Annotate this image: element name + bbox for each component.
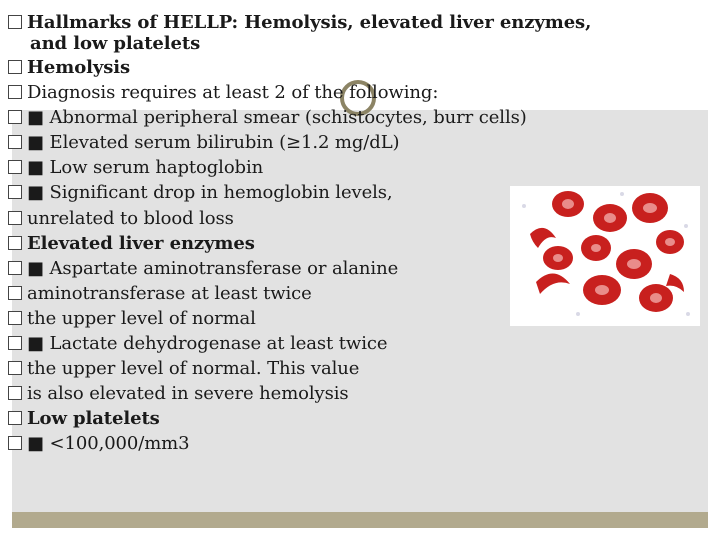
footer-bar xyxy=(12,512,708,528)
bullet-text-continuation: and low platelets xyxy=(30,33,201,54)
bullet-box-icon xyxy=(8,436,22,450)
bullet-box-icon xyxy=(8,185,22,199)
bullet-box-icon xyxy=(8,336,22,350)
bullet-box-icon xyxy=(8,211,22,225)
bullet-box-icon xyxy=(8,311,22,325)
bullet-line xyxy=(8,12,708,56)
bullet-box-icon xyxy=(8,110,22,124)
bullet-text: the upper level of normal. This value xyxy=(27,358,360,380)
bullet-box-icon xyxy=(8,135,22,149)
bullet-text: unrelated to blood loss xyxy=(27,207,234,229)
bullet-box-icon xyxy=(8,411,22,425)
bullet-box-icon xyxy=(8,261,22,275)
bullet-box-icon xyxy=(8,236,22,250)
bullet-line xyxy=(8,432,708,457)
bullet-line xyxy=(8,106,708,131)
bullet-line xyxy=(8,332,708,357)
bullet-text: Hemolysis xyxy=(27,57,131,78)
bullet-text: aminotransferase at least twice xyxy=(27,282,312,304)
bullet-list xyxy=(8,12,708,458)
bullet-line xyxy=(8,81,708,106)
bullet-line xyxy=(8,181,708,206)
bullet-line xyxy=(8,382,708,407)
bullet-text: Elevated liver enzymes xyxy=(27,232,255,254)
bullet-line xyxy=(8,56,708,81)
bullet-text: ■ Low serum haptoglobin xyxy=(27,157,264,179)
bullet-line xyxy=(8,282,708,307)
bullet-text: ■ <100,000/mm3 xyxy=(27,433,190,455)
bullet-line xyxy=(8,207,708,232)
bullet-line xyxy=(8,307,708,332)
bullet-line xyxy=(8,156,708,181)
bullet-text: Hallmarks of HELLP: Hemolysis, elevated liver enzymes, xyxy=(27,12,592,33)
bullet-text: Low platelets xyxy=(27,408,160,430)
bullet-text: ■ Aspartate aminotransferase or alanine xyxy=(27,257,399,279)
bullet-box-icon xyxy=(8,85,22,99)
bullet-line xyxy=(8,407,708,432)
bullet-line xyxy=(8,131,708,156)
bullet-text: ■ Elevated serum bilirubin (≥1.2 mg/dL) xyxy=(27,132,400,154)
bullet-box-icon xyxy=(8,60,22,74)
bullet-text: ■ Abnormal peripheral smear (schistocytes, burr cells) xyxy=(27,107,527,129)
bullet-box-icon xyxy=(8,361,22,375)
bullet-text: ■ Significant drop in hemoglobin levels, xyxy=(27,182,393,204)
bullet-text: the upper level of normal xyxy=(27,307,256,329)
bullet-box-icon xyxy=(8,286,22,300)
bullet-line xyxy=(8,257,708,282)
bullet-text: is also elevated in severe hemolysis xyxy=(27,383,349,405)
bullet-text: ■ Lactate dehydrogenase at least twice xyxy=(27,333,388,355)
bullet-line xyxy=(8,232,708,257)
bullet-text: Diagnosis requires at least 2 of the following: xyxy=(27,82,439,104)
bullet-box-icon xyxy=(8,15,22,29)
bullet-line xyxy=(8,357,708,382)
bullet-box-icon xyxy=(8,160,22,174)
bullet-box-icon xyxy=(8,386,22,400)
